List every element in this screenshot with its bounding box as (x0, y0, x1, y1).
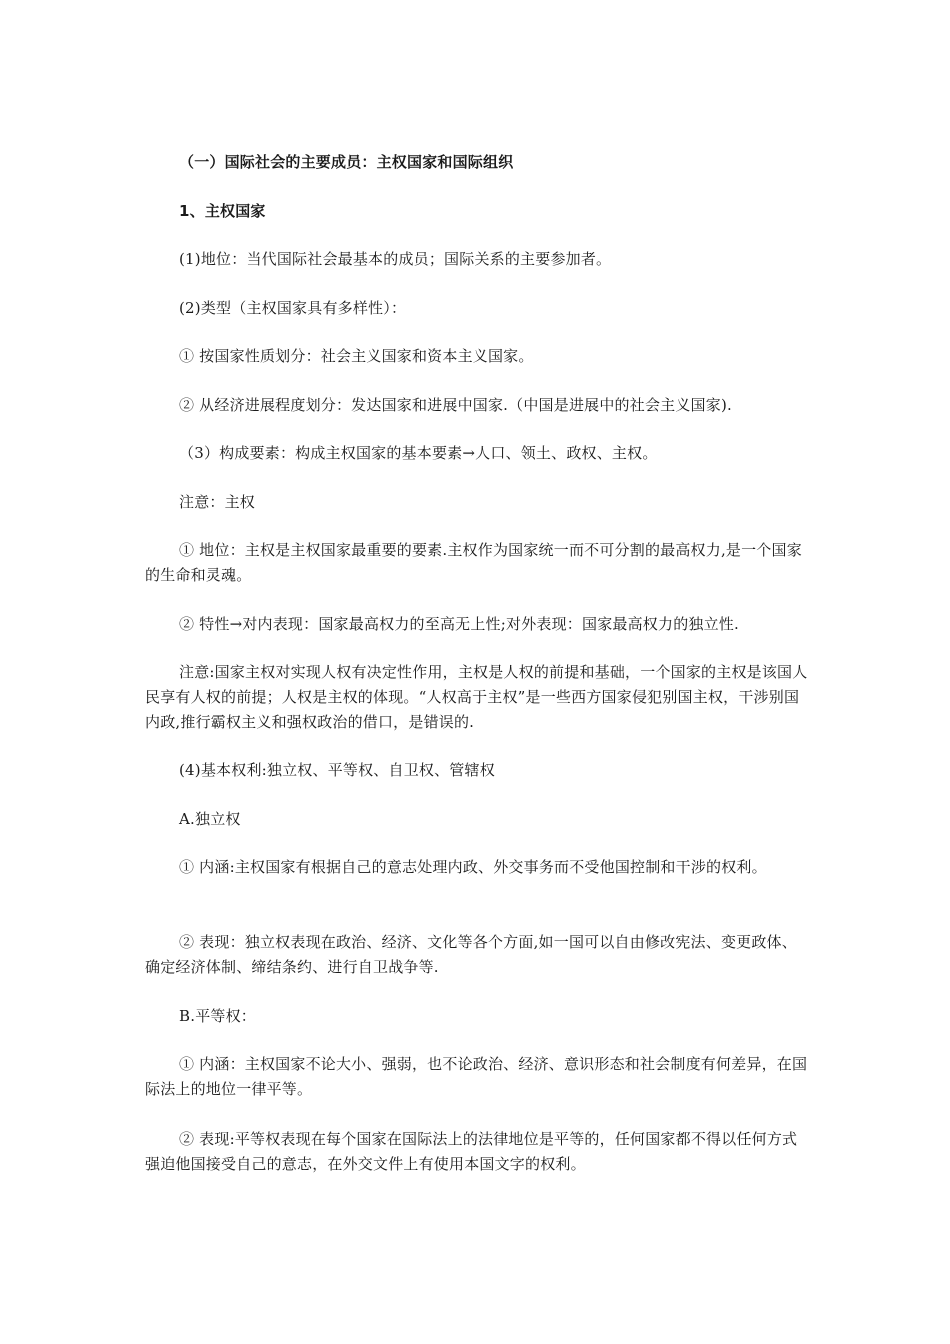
paragraph-independence-meaning: ① 内涵:主权国家有根据自己的意志处理内政、外交事务而不受他国控制和干涉的权利。 (179, 858, 767, 876)
paragraph-sovereignty-status: ① 地位：主权是主权国家最重要的要素.主权作为国家统一而不可分割的最高权力,是一个国家的生命和灵魂。 (145, 541, 802, 584)
paragraph-note-human-rights: 注意:国家主权对实现人权有决定性作用，主权是人权的前提和基础，一个国家的主权是该国人民享有人权的前提；人权是主权的体现。“人权高于主权”是一些西方国家侵犯别国主权，干涉别国内政,推行霸权主义和强权政治的借口，是错误的. (145, 663, 808, 731)
section-heading: （一）国际社会的主要成员：主权国家和国际组织 (179, 153, 514, 171)
paragraph-type-by-nature: ① 按国家性质划分：社会主义国家和资本主义国家。 (179, 347, 534, 365)
paragraph-independence-expression: ② 表现：独立权表现在政治、经济、文化等各个方面,如一国可以自由修改宪法、变更政体、确定经济体制、缔结条约、进行自卫战争等. (145, 933, 797, 976)
paragraph-elements: （3）构成要素：构成主权国家的基本要素→人口、领土、政权、主权。 (179, 444, 658, 462)
subheading-sovereign-state: 1、主权国家 (179, 202, 266, 220)
paragraph-independence-heading: A.独立权 (179, 810, 241, 828)
paragraph-equality-heading: B.平等权： (179, 1007, 256, 1025)
paragraph-basic-rights: (4)基本权利:独立权、平等权、自卫权、管辖权 (179, 761, 495, 779)
paragraph-type-by-economy: ② 从经济进展程度划分：发达国家和进展中国家.（中国是进展中的社会主义国家). (179, 396, 732, 414)
paragraph-sovereignty-traits: ② 特性→对内表现：国家最高权力的至高无上性;对外表现：国家最高权力的独立性. (179, 615, 739, 633)
paragraph-equality-expression: ② 表现:平等权表现在每个国家在国际法上的法律地位是平等的，任何国家都不得以任何方式强迫他国接受自己的意志，在外交文件上有使用本国文字的权利。 (145, 1130, 798, 1173)
paragraph-types: (2)类型（主权国家具有多样性）： (179, 299, 407, 317)
paragraph-status: (1)地位：当代国际社会最基本的成员；国际关系的主要参加者。 (179, 250, 612, 268)
paragraph-note-sovereignty: 注意：主权 (179, 493, 256, 511)
paragraph-equality-meaning: ① 内涵：主权国家不论大小、强弱，也不论政治、经济、意识形态和社会制度有何差异，在国际法上的地位一律平等。 (145, 1055, 808, 1098)
